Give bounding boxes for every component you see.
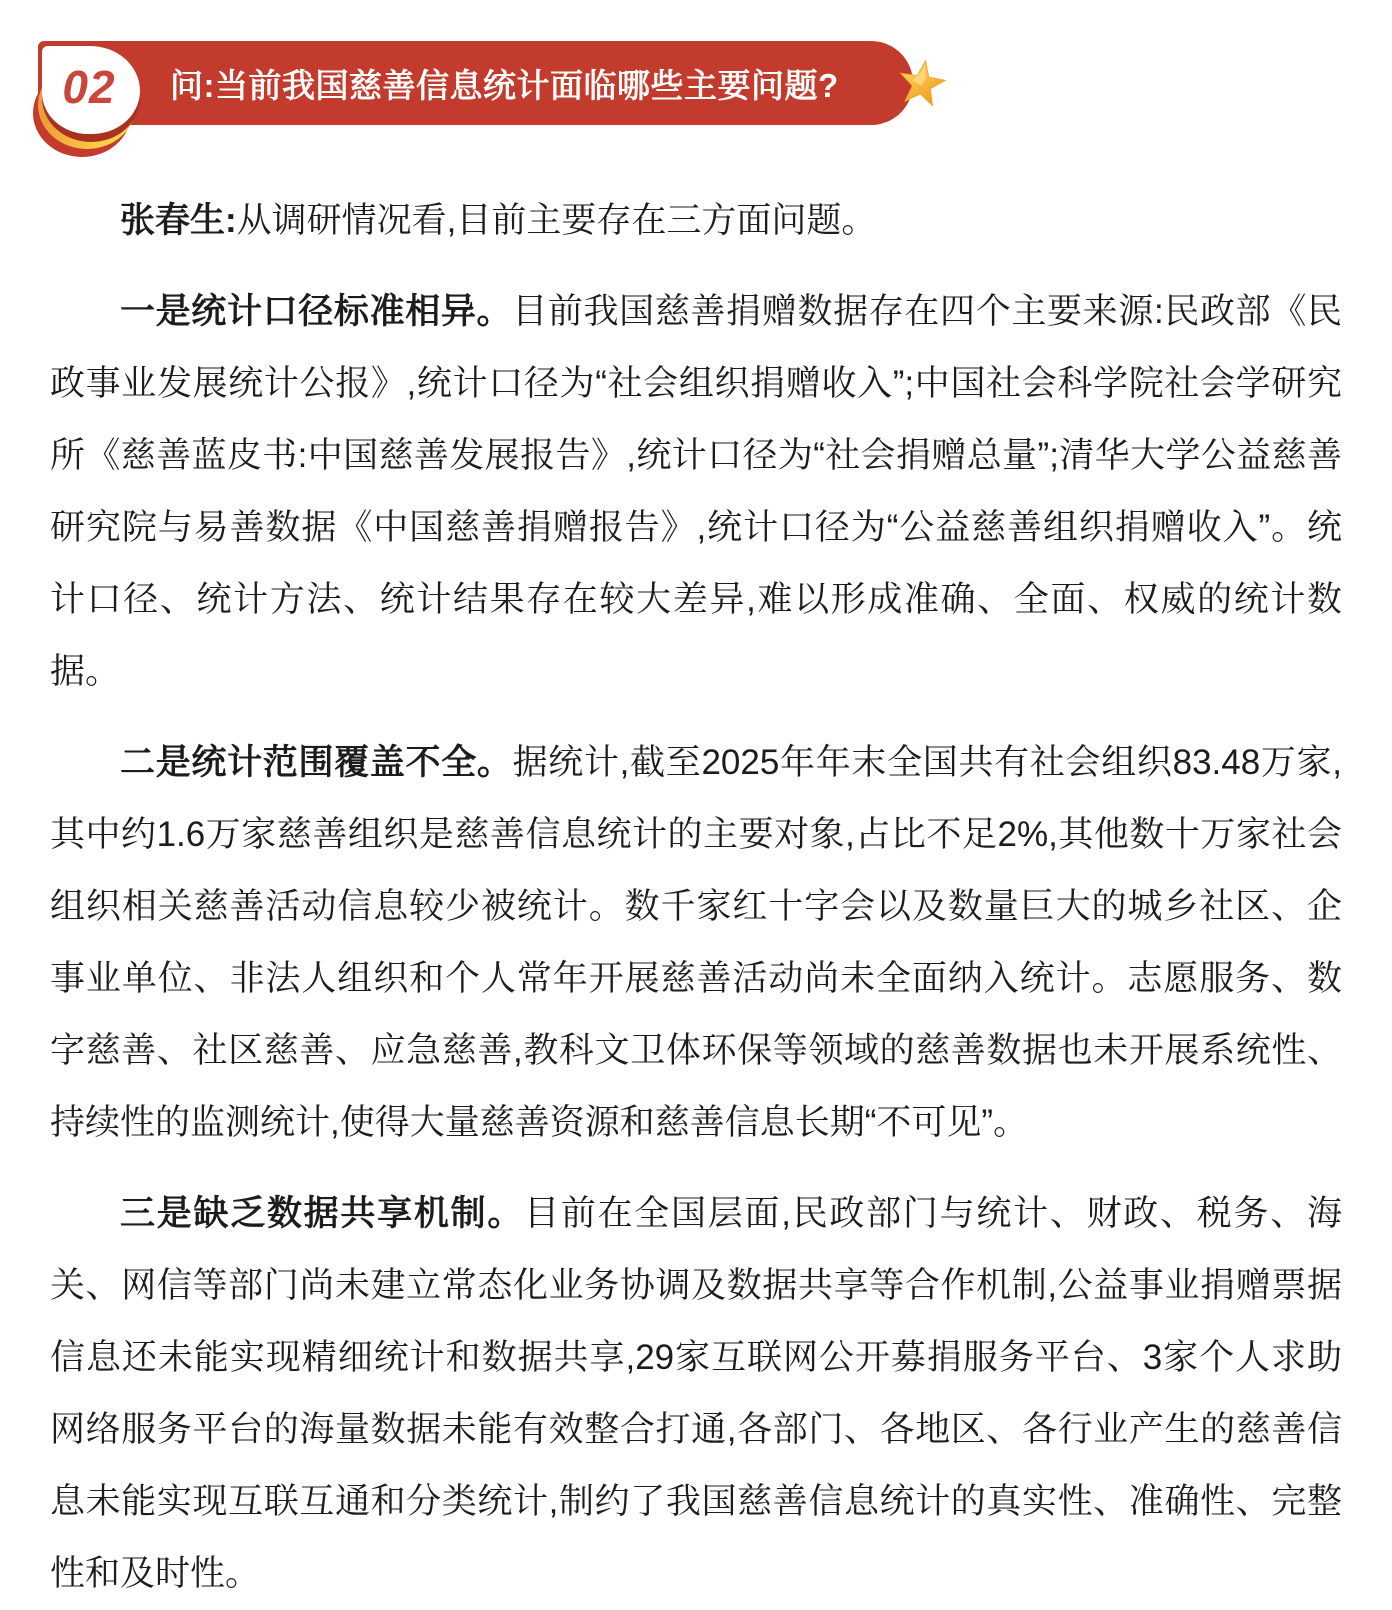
paragraph-lead: 二是统计范围覆盖不全。 xyxy=(120,743,513,782)
paragraph-body: 目前我国慈善捐赠数据存在四个主要来源:民政部《民政事业发展统计公报》,统计口径为“社会组织捐赠收入”;中国社会科学院社会学研究所《慈善蓝皮书:中国慈善发展报告》,统计口径为“社会捐赠总量”;清华大学公益慈善研究院与易善数据《中国慈善捐赠报告》,统计口径为“公益慈善组织捐赠收入”。统计口径、统计方法、统计结果存在较大差异,难以形成准确、全面、权威的统计数据。 xyxy=(50,292,1342,691)
star-icon xyxy=(894,54,950,113)
paragraph-lead: 三是缺乏数据共享机制。 xyxy=(120,1194,525,1233)
question-banner-row xyxy=(38,41,1392,125)
paragraph-answer-intro xyxy=(50,185,1342,257)
paragraph-body: 目前在全国层面,民政部门与统计、财政、税务、海关、网信等部门尚未建立常态化业务协调及数据共享等合作机制,公益事业捐赠票据信息还未能实现精细统计和数据共享,29家互联网公开募捐服务平台、3家个人求助网络服务平台的海量数据未能有效整合打通,各部门、各地区、各行业产生的慈善信息未能实现互联互通和分类统计,制约了我国慈善信息统计的真实性、准确性、完整性和及时性。 xyxy=(50,1194,1342,1593)
article xyxy=(50,185,1342,1610)
section-number: 02 xyxy=(62,61,116,113)
section-number-badge xyxy=(42,46,140,134)
question-banner xyxy=(38,41,913,125)
speaker-name: 张春生: xyxy=(120,201,237,240)
paragraph-problem-3 xyxy=(50,1178,1342,1610)
badge-face xyxy=(42,46,140,134)
question-title: 问:当前我国慈善信息统计面临哪些主要问题? xyxy=(170,66,839,104)
paragraph-body: 据统计,截至2025年年末全国共有社会组织83.48万家,其中约1.6万家慈善组织是慈善信息统计的主要对象,占比不足2%,其他数十万家社会组织相关慈善活动信息较少被统计。数千家红十字会以及数量巨大的城乡社区、企事业单位、非法人组织和个人常年开展慈善活动尚未全面纳入统计。志愿服务、数字慈善、社区慈善、应急慈善,教科文卫体环保等领域的慈善数据也未开展系统性、持续性的监测统计,使得大量慈善资源和慈善信息长期“不可见”。 xyxy=(50,743,1342,1142)
paragraph-problem-1 xyxy=(50,276,1342,708)
paragraph-problem-2 xyxy=(50,727,1342,1159)
paragraph-lead: 一是统计口径标准相异。 xyxy=(120,292,513,331)
paragraph-body: 从调研情况看,目前主要存在三方面问题。 xyxy=(236,201,877,240)
page xyxy=(0,41,1392,1610)
